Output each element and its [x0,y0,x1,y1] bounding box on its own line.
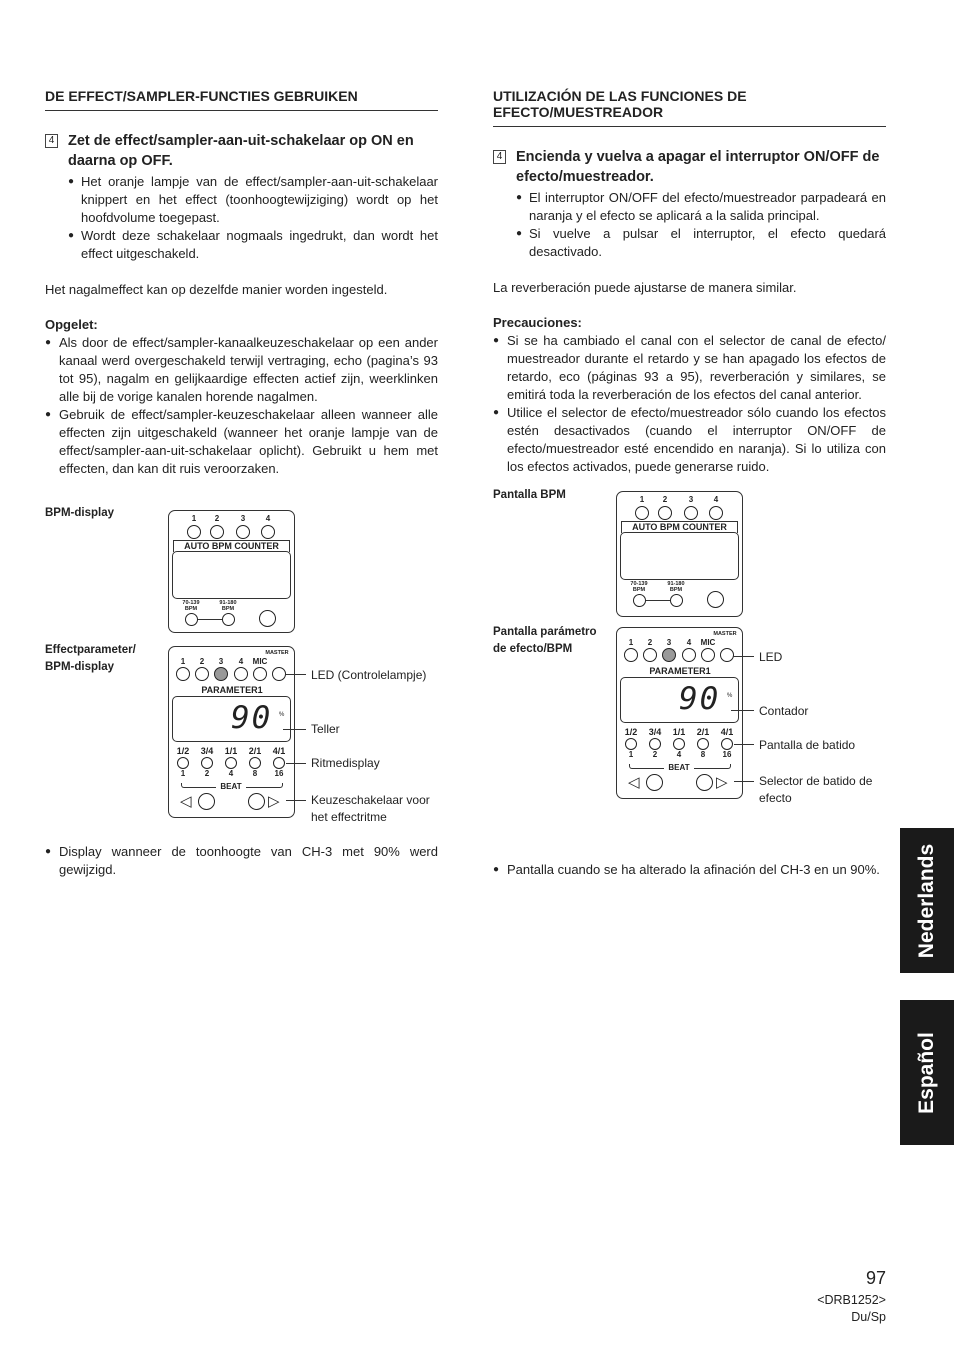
step-heading [493,147,886,187]
range-unit: BPM [184,606,198,612]
beat-number: 1 [628,750,634,759]
list-item: ● Wordt deze schakelaar nogmaals ingedrukt, dan wordt het effect uitgeschakeld. [68,227,438,263]
step-number: 4 [45,134,58,148]
step-text: Zet de effect/sampler-aan-uit-schakelaar op ON en daarna op OFF. [68,133,414,169]
counter-unit: % [727,693,733,699]
beat-led[interactable] [721,738,733,750]
channel-button[interactable] [261,525,275,539]
tab-espanol[interactable] [900,1000,954,1145]
counter-unit: % [279,712,285,718]
channel-number: MIC [700,638,716,647]
channel-number: 4 [713,495,719,504]
paragraph: Het nagalmeffect kan op dezelfde manier worden ingesteld. [45,282,388,297]
channel-number: 2 [647,638,653,647]
beat-number: 16 [722,750,732,759]
beat-led[interactable] [201,757,213,769]
callout-beat-selector: Selector de batido de efecto [759,774,873,805]
channel-number: 3 [218,657,224,666]
callout-leader [734,781,754,782]
beat-number: 4 [676,750,682,759]
channel-number: 1 [180,657,186,666]
channel-led[interactable] [701,648,715,662]
channel-button[interactable] [709,506,723,520]
step-heading [45,131,438,171]
list-item: ● Gebruik de effect/sampler-keuzeschakelaar alleen wanneer alle effecten zijn uitgeschakeld (wanneer het oranje lampje van de effect/sampler-aan-uit-schakelaar oplicht). Gebruikt u hem met effecten, dan kan dit ruis veroorzaken. [45,406,438,478]
list-item: ● Utilice el selector de efecto/muestreador sólo cuando los efectos estén desactivados (cuando el interruptor ON/OFF de efecto/muestreador esté encendido en naranja). Si lo utiliza con los efectos activados, puede generarse ruido. [493,404,886,476]
beat-down-button[interactable] [646,774,663,791]
beat-led[interactable] [625,738,637,750]
beat-led[interactable] [249,757,261,769]
range-connector [646,600,670,601]
range-unit: BPM [632,587,646,593]
list-item: ● Het oranje lampje van de effect/sampler-aan-uit-schakelaar knippert en het effect (toonhoogtewijziging) wordt op het hoofdvolume toegepast. [68,173,438,227]
callout-beat-selector: Keuzeschakelaar voor het effectritme [311,793,430,824]
page-number: 97 [865,1268,886,1288]
channel-button[interactable] [635,506,649,520]
beat-fraction: 4/1 [272,746,286,756]
step-bullets [45,173,438,263]
beat-number: 2 [652,750,658,759]
callout-leader [286,800,306,801]
beat-fraction: 3/4 [200,746,214,756]
tab-label: Nederlands [915,843,938,958]
beat-led[interactable] [673,738,685,750]
right-arrow-icon: ▷ [268,793,280,810]
beat-up-button[interactable] [696,774,713,791]
channel-number: 1 [639,495,645,504]
range-label: 91-180 [667,581,685,587]
beat-led[interactable] [273,757,285,769]
left-arrow-icon: ◁ [180,793,192,810]
beat-fraction: 3/4 [648,727,662,737]
auto-bpm-header: AUTO BPM COUNTER [173,540,290,552]
beat-label: BEAT [216,782,246,791]
tab-nederlands[interactable] [900,828,954,973]
channel-number: MIC [252,657,268,666]
beat-number: 8 [700,750,706,759]
range-unit: BPM [669,587,683,593]
param-display-label: Pantalla parámetro de efecto/BPM [493,626,597,655]
callout-beat-display: Pantalla de batido [759,738,856,752]
section-title: UTILIZACIÓN DE LAS FUNCIONES DE EFECTO/MUESTREADOR [493,88,886,127]
beat-number: 8 [252,769,258,778]
list-item: ● El interruptor ON/OFF del efecto/muestreador parpadeará en naranja y el efecto se aplicará a la salida principal. [516,189,886,225]
channel-button[interactable] [684,506,698,520]
channel-led[interactable] [195,667,209,681]
callout-leader [731,710,754,711]
right-column [493,88,886,476]
parameter-header: PARAMETER1 [649,666,711,676]
range-label: 70-139 [630,581,648,587]
callout-leader [734,744,754,745]
channel-led[interactable] [253,667,267,681]
range-button-91-180[interactable] [670,594,683,607]
beat-led[interactable] [649,738,661,750]
master-label: MASTER [713,631,737,637]
channel-led[interactable] [176,667,190,681]
range-label: 91-180 [219,600,237,606]
left-arrow-icon: ◁ [628,774,640,791]
list-item: ● Als door de effect/sampler-kanaalkeuzeschakelaar op een ander kanaal werd overgeschakeld terwijl vertraging, echo (pagina’s 93 tot 95), nagalm en gelijkaardige effecten actief zijn, weerklinken alle bij de vorige kanalen horende nagalmen. [45,334,438,406]
beat-fraction: 2/1 [248,746,262,756]
param-display-panel [168,646,295,818]
beat-number: 4 [228,769,234,778]
list-item: ● Si vuelve a pulsar el interruptor, el efecto quedará desactivado. [516,225,886,261]
bpm-screen [172,551,291,599]
channel-led[interactable] [682,648,696,662]
beat-number: 16 [274,769,284,778]
callout-led: LED (Controlelampje) [311,668,427,682]
bpm-display-label: Pantalla BPM [493,489,566,501]
channel-number: 4 [686,638,692,647]
beat-number: 2 [204,769,210,778]
step-bullets [493,189,886,261]
section-title: DE EFFECT/SAMPLER-FUNCTIES GEBRUIKEN [45,88,438,111]
channel-button[interactable] [210,525,224,539]
callout-counter: Contador [759,704,809,718]
left-column [45,88,438,478]
channel-number: 2 [199,657,205,666]
callout-leader [286,674,306,675]
bpm-screen [620,532,739,580]
document-lang: Du/Sp [851,1310,886,1324]
callout-beat-display: Ritmedisplay [311,756,380,770]
channel-led[interactable] [643,648,657,662]
channel-number: 4 [238,657,244,666]
beat-fraction: 4/1 [720,727,734,737]
parameter-header: PARAMETER1 [201,685,263,695]
tab-label: Español [915,1031,938,1114]
beat-fraction: 1/2 [176,746,190,756]
bottom-bullet: ● Display wanneer de toonhoogte van CH-3 met 90% werd gewijzigd. [45,843,438,879]
range-label: 70-139 [182,600,200,606]
channel-led[interactable] [234,667,248,681]
beat-fraction: 1/2 [624,727,638,737]
step-text: Encienda y vuelva a apagar el interruptor ON/OFF de efecto/muestreador. [516,149,880,185]
channel-number: 3 [688,495,694,504]
master-label: MASTER [265,650,289,656]
beat-fraction: 1/1 [224,746,238,756]
bottom-bullet: ● Pantalla cuando se ha alterado la afinación del CH-3 en un 90%. [493,861,886,879]
caution-title: Precauciones: [493,315,582,330]
bpm-display-label: BPM-display [45,507,115,519]
beat-fraction: 1/1 [672,727,686,737]
param-display-label: Effectparameter/ BPM-display [45,644,136,673]
range-button-70-139[interactable] [185,613,198,626]
range-button-91-180[interactable] [222,613,235,626]
beat-led[interactable] [697,738,709,750]
callout-leader [733,656,754,657]
channel-led[interactable] [662,648,676,662]
channel-led[interactable] [624,648,638,662]
counter-value: 90 [231,700,273,736]
document-code: <DRB1252> [817,1293,886,1307]
master-led[interactable] [720,648,734,662]
callout-counter: Teller [311,722,340,736]
beat-fraction: 2/1 [696,727,710,737]
beat-number: 1 [180,769,186,778]
list-item: ● Si se ha cambiado el canal con el selector de canal de efecto/ muestreador durante el retardo y se han apagado los efectos de retardo, eco (páginas 93 a 95), reverberación y similares, se emitirá toda la reverberación de los efectos del canal anterior. [493,332,886,404]
range-connector [198,619,222,620]
callout-leader [286,763,306,764]
tap-button[interactable] [707,591,724,608]
beat-down-button[interactable] [198,793,215,810]
step-number: 4 [493,150,506,164]
beat-led[interactable] [225,757,237,769]
right-arrow-icon: ▷ [716,774,728,791]
channel-button[interactable] [236,525,250,539]
beat-up-button[interactable] [248,793,265,810]
master-led[interactable] [272,667,286,681]
callout-leader [283,729,306,730]
channel-number: 2 [662,495,668,504]
bpm-display-panel [616,491,743,617]
channel-button[interactable] [658,506,672,520]
auto-bpm-header: AUTO BPM COUNTER [621,521,738,533]
counter-value: 90 [679,681,721,717]
paragraph: La reverberación puede ajustarse de manera similar. [493,280,797,295]
tap-button[interactable] [259,610,276,627]
channel-button[interactable] [187,525,201,539]
beat-label: BEAT [664,763,694,772]
channel-number: 3 [240,514,246,523]
beat-led[interactable] [177,757,189,769]
range-button-70-139[interactable] [633,594,646,607]
channel-led[interactable] [214,667,228,681]
channel-number: 4 [265,514,271,523]
param-display-panel [616,627,743,799]
caution-title: Opgelet: [45,317,98,332]
bpm-display-panel [168,510,295,633]
range-unit: BPM [221,606,235,612]
channel-number: 1 [191,514,197,523]
channel-number: 1 [628,638,634,647]
channel-number: 3 [666,638,672,647]
callout-led: LED [759,650,783,664]
channel-number: 2 [214,514,220,523]
